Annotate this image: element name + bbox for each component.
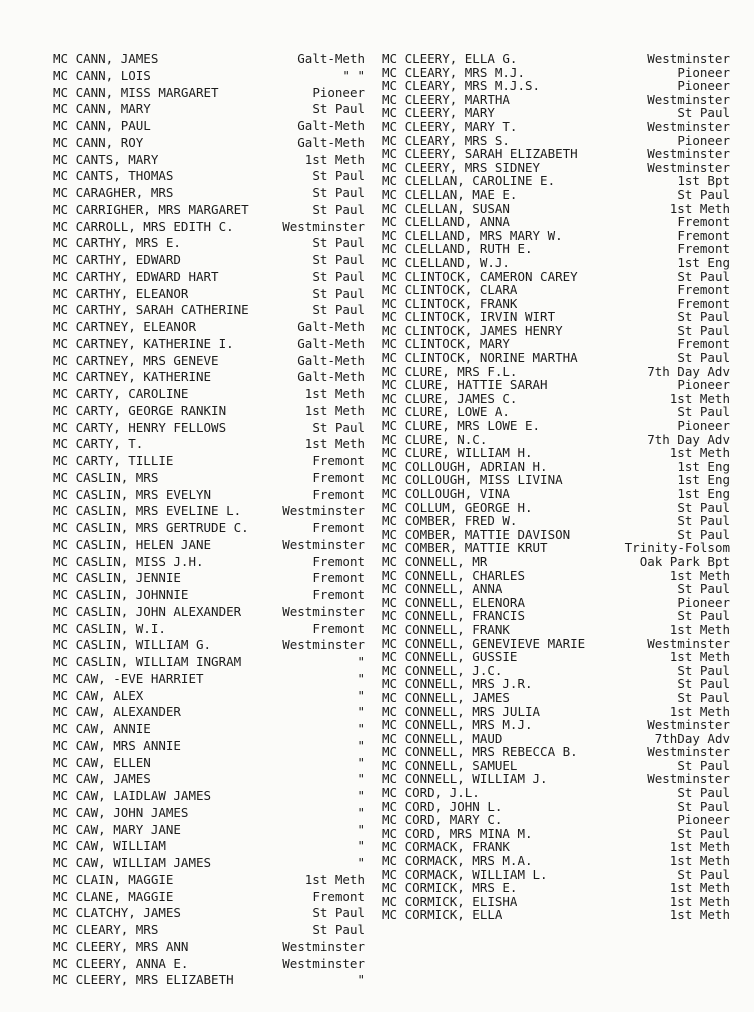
entry-name: MC CASLIN, MRS EVELYN [53,488,212,501]
entry-church: Fremont [312,553,365,569]
right-column [382,53,730,923]
entry-church: " [357,704,365,720]
entry-church: Pioneer [677,418,730,434]
entry-church: Westminster [647,717,730,733]
entry-church: St Paul [312,419,365,435]
entry-church: 1st Meth [304,402,365,418]
entry-church: 1st Meth [669,853,730,869]
entry-church: St Paul [677,513,730,529]
entry-church: Fremont [312,620,365,636]
entry-church: " [357,754,365,770]
entry-name: MC CLEARY, MRS [53,924,159,937]
entry-church: 7th Day Adv [647,363,730,379]
entry-name: MC CONNELL, ELENORA [382,596,525,610]
entry-church: St Paul [677,350,730,366]
entry-church: St Paul [677,785,730,801]
entry-name: MC CLEERY, ANNA E. [53,957,189,970]
entry-church: 1st Meth [304,871,365,887]
entry-church: Westminster [647,159,730,175]
entry-name: MC CLEARY, MRS M.J.S. [382,80,541,93]
entry-church: St Paul [312,185,365,200]
entry-church: St Paul [677,689,730,705]
entry-name: MC CLURE, MRS F.L. [382,365,518,379]
entry-church: St Paul [312,285,365,301]
entry-church: Westminster [282,603,365,619]
entry-church: Fremont [677,295,730,311]
entry-name: MC COLLUM, GEORGE H. [382,501,533,515]
entry-name: MC CAW, -EVE HARRIET [53,672,204,686]
entry-name: MC CLELLAND, ANNA [382,216,510,229]
entry-name: MC CARTNEY, KATHERINE [53,371,212,384]
entry-church: Fremont [312,453,365,468]
entry-church: 1st Meth [304,386,365,401]
entry-church: Westminster [282,637,365,653]
entry-name: MC CLINTOCK, NORINE MARTHA [382,352,578,365]
entry-church: Galt-Meth [297,335,365,351]
entry-name: MC CLELLAN, CAROLINE E. [382,175,556,188]
entry-church: Westminster [647,91,730,107]
entry-name: MC CLURE, LOWE A. [382,406,510,419]
entry-church: " [357,821,365,837]
list-item [53,754,365,774]
entry-church: 1st Meth [669,703,730,719]
list-item [53,840,365,857]
entry-name: MC CARTNEY, MRS GENEVE [53,354,219,367]
entry-church: Westminster [647,771,730,787]
entry-church: " " [342,67,365,83]
entry-church: St Paul [677,309,730,325]
entry-church: St Paul [677,798,730,814]
list-item [53,804,365,824]
entry-church: St Paul [677,526,730,542]
entry-church: 1st Bpt [677,173,730,189]
entry-name: MC CANN, PAUL [53,120,151,133]
entry-church: Fremont [677,227,730,243]
entry-name: MC CANN, JAMES [53,53,159,66]
entry-church: St Paul [677,186,730,202]
list-item [53,656,365,673]
entry-name: MC CASLIN, MRS GERTRUDE C. [53,522,249,535]
entry-name: MC CANN, MISS MARGARET [53,86,219,99]
entry-name: MC CARRIGHER, MRS MARGARET [53,203,249,217]
entry-name: MC CLINTOCK, CLARA [382,284,518,297]
entry-church: Fremont [677,214,730,230]
entry-church: Westminster [282,955,365,971]
entry-name: MC CONNELL, FRANK [382,623,510,637]
entry-church: Westminster [282,218,365,234]
entry-church: Galt-Meth [297,51,365,66]
entry-name: MC CAW, ALEX [53,689,144,702]
entry-name: MC CLINTOCK, MARY [382,338,510,351]
entry-name: MC CARTHY, EDWARD [53,254,181,267]
entry-name: MC CANTS, THOMAS [53,170,174,183]
list-item [53,955,365,975]
entry-church: 1st Meth [669,390,730,406]
entry-church: 1st Meth [669,839,730,855]
entry-church: Pioneer [312,84,365,100]
entry-church: Pioneer [677,78,730,94]
entry-church: St Paul [677,322,730,338]
entry-church: 7thDay Adv [654,730,730,746]
list-item [53,268,365,288]
entry-church: St Paul [312,268,365,284]
entry-name: MC CORMICK, ELISHA [382,895,518,909]
entry-church: St Paul [677,676,730,692]
entry-church: Westminster [647,635,730,651]
entry-church: St Paul [677,825,730,841]
entry-name: MC CANN, ROY [53,136,144,150]
entry-church: Pioneer [677,132,730,148]
entry-name: MC CASLIN, JENNIE [53,572,181,585]
entry-name: MC COLLOUGH, VINA [382,488,510,501]
entry-church: St Paul [677,581,730,597]
entry-name: MC CASLIN, JOHNNIE [53,589,189,602]
entry-name: MC CARTHY, EDWARD HART [53,270,219,284]
entry-church: 1st Meth [669,649,730,665]
entry-church: " [357,855,365,870]
entry-church: St Paul [312,101,365,117]
entry-church: Fremont [677,241,730,257]
entry-name: MC CONNELL, GENEVIEVE MARIE [382,637,586,651]
entry-name: MC CLEERY, MARY [382,107,495,120]
entry-church: 1st Meth [669,893,730,909]
entry-church: 1st Meth [669,907,730,923]
entry-name: MC CONNELL, MRS M.J. [382,719,533,732]
entry-name: MC CORD, MRS MINA M. [382,827,533,841]
entry-name: MC CLINTOCK, IRVIN WIRT [382,311,556,324]
entry-church: 1st Eng [677,458,730,474]
entry-church: Westminster [282,503,365,519]
entry-church: 7th Day Adv [647,431,730,447]
entry-church: 1st Meth [669,445,730,461]
entry-church: " [357,788,365,803]
list-item [53,790,365,807]
entry-church: St Paul [312,252,365,267]
entry-name: MC CONNELL, MRS J.R. [382,678,533,691]
entry-name: MC CARTY, GEORGE RANKIN [53,404,227,418]
entry-church: " [357,721,365,736]
entry-name: MC CARTY, CAROLINE [53,388,189,401]
entry-church: St Paul [312,922,365,937]
entry-name: MC CAW, JOHN JAMES [53,806,189,820]
entry-name: MC COLLOUGH, MISS LIVINA [382,474,563,487]
list-item [53,536,365,556]
list-item [53,974,365,991]
entry-name: MC CLURE, MRS LOWE E. [382,420,541,433]
entry-name: MC CARTY, T. [53,438,144,451]
list-item [53,53,365,70]
entry-church: Fremont [312,570,365,586]
entry-church: " [357,654,365,669]
entry-name: MC CAW, WILLIAM [53,840,166,853]
entry-name: MC CARROLL, MRS EDITH C. [53,220,234,233]
entry-church: 1st Meth [669,567,730,583]
entry-church: Westminster [282,938,365,954]
entry-name: MC CLURE, N.C. [382,433,488,447]
entry-church: Fremont [312,469,365,485]
entry-name: MC COLLOUGH, ADRIAN H. [382,460,548,474]
entry-name: MC CLEERY, MARY T. [382,120,518,134]
list-item [53,821,365,841]
entry-name: MC CONNELL, CHARLES [382,569,525,583]
entry-name: MC CORMACK, MRS M.A. [382,855,533,868]
entry-church: " [357,804,365,820]
entry-name: MC CASLIN, JOHN ALEXANDER [53,605,242,619]
entry-name: MC CLEERY, ELLA G. [382,53,518,66]
entry-name: MC CONNELL, MR [382,555,488,569]
entry-church: St Paul [312,302,365,318]
entry-church: St Paul [312,201,365,217]
entry-church: Fremont [312,587,365,602]
entry-church: Galt-Meth [297,352,365,368]
entry-name: MC CAW, ANNIE [53,723,151,736]
entry-name: MC CASLIN, WILLIAM INGRAM [53,656,242,669]
entry-church: Westminster [647,744,730,760]
entry-name: MC CONNELL, WILLIAM J. [382,773,548,786]
entry-name: MC CARTHY, SARAH CATHERINE [53,304,249,317]
entry-church: Pioneer [677,594,730,610]
entry-name: MC CASLIN, HELEN JANE [53,538,212,552]
entry-name: MC CLAIN, MAGGIE [53,873,174,887]
entry-name: MC CARAGHER, MRS [53,187,174,200]
entry-church: Westminster [647,118,730,134]
entry-church: Fremont [677,336,730,352]
entry-name: MC CARTHY, MRS E. [53,237,181,250]
entry-name: MC CARTY, TILLIE [53,455,174,468]
entry-name: MC CASLIN, MRS [53,471,159,485]
entry-name: MC CORD, JOHN L. [382,800,503,814]
entry-church: 1st Meth [304,436,365,452]
entry-name: MC CARTNEY, ELEANOR [53,321,196,334]
list-item [53,469,365,489]
entry-church: Westminster [647,146,730,162]
entry-name: MC CORMACK, WILLIAM L. [382,868,548,882]
entry-church: St Paul [312,235,365,251]
entry-name: MC CARTHY, ELEANOR [53,287,189,300]
entry-church: " [357,670,365,686]
entry-church: Galt-Meth [297,319,365,334]
entry-name: MC CLELLAN, SUSAN [382,202,510,216]
entry-church: Fremont [312,486,365,502]
entry-name: MC CONNELL, ANNA [382,583,503,596]
entry-name: MC CORD, J.L. [382,787,480,800]
entry-church: St Paul [677,662,730,678]
entry-name: MC CLEERY, MRS ELIZABETH [53,974,234,987]
entry-name: MC CONNELL, JAMES [382,691,510,705]
entry-name: MC CLEARY, MRS S. [382,134,510,148]
entry-church: St Paul [677,608,730,624]
entry-church: St Paul [312,168,365,184]
entry-church: St Paul [677,866,730,882]
entry-church: Oak Park Bpt [639,553,730,569]
entry-church: 1st Meth [304,151,365,167]
list-item [53,639,365,656]
entry-church: St Paul [312,905,365,921]
entry-church: Westminster [647,51,730,66]
entry-name: MC CLINTOCK, JAMES HENRY [382,324,563,338]
entry-name: MC CAW, WILLIAM JAMES [53,857,212,870]
list-item [53,687,365,707]
entry-name: MC CLEERY, MRS SIDNEY [382,161,541,175]
entry-church: Pioneer [677,812,730,828]
entry-name: MC CONNELL, MAUD [382,732,503,746]
entry-name: MC CONNELL, MRS JULIA [382,705,541,718]
entry-name: MC CAW, MRS ANNIE [53,739,181,753]
entry-name: MC CLINTOCK, FRANK [382,297,518,311]
entry-name: MC CORMICK, ELLA [382,909,503,922]
entry-name: MC CLEERY, MRS ANN [53,940,189,954]
list-item [53,134,365,154]
entry-name: MC CONNELL, SAMUEL [382,759,518,773]
list-item [53,706,365,723]
entry-name: MC CLEARY, MRS M.J. [382,66,525,80]
entry-church: Pioneer [677,377,730,393]
entry-church: Fremont [677,282,730,298]
entry-name: MC COMBER, MATTIE KRUT [382,542,548,555]
entry-name: MC CANN, MARY [53,103,151,116]
entry-name: MC CARTNEY, KATHERINE I. [53,337,234,351]
entry-church: Westminster [282,536,365,552]
list-item [53,201,365,221]
entry-church: Galt-Meth [297,118,365,133]
entry-name: MC COMBER, FRED W. [382,515,518,528]
entry-name: MC CORMICK, MRS E. [382,882,518,895]
entry-name: MC CANN, LOIS [53,69,151,83]
entry-name: MC CONNELL, MRS REBECCA B. [382,746,578,759]
entry-name: MC CLELLAND, W.J. [382,256,510,270]
entry-name: MC CASLIN, MISS J.H. [53,555,204,568]
entry-name: MC CAW, MARY JANE [53,823,181,836]
entry-church: St Paul [677,404,730,420]
entry-name: MC CORMACK, FRANK [382,841,510,854]
entry-church: Trinity-Folsom [624,540,730,556]
entry-name: MC CONNELL, GUSSIE [382,651,518,664]
list-item [53,670,365,690]
entry-name: MC CASLIN, MRS EVELINE L. [53,505,242,518]
entry-church: 1st Meth [669,621,730,637]
list-item [53,871,365,891]
entry-name: MC CLURE, HATTIE SARAH [382,379,548,392]
list-item [53,603,365,623]
entry-name: MC CLELLAND, MRS MARY W. [382,229,563,243]
entry-name: MC CLANE, MAGGIE [53,890,174,903]
entry-church: 1st Meth [669,200,730,216]
list-item [53,938,365,958]
entry-church: St Paul [677,268,730,284]
entry-name: MC CARTY, HENRY FELLOWS [53,421,227,434]
entry-church: Galt-Meth [297,369,365,385]
entry-name: MC CLELLAN, MAE E. [382,188,518,202]
entry-name: MC CANTS, MARY [53,153,159,166]
entry-church: Fremont [312,520,365,535]
entry-name: MC CLELLAND, RUTH E. [382,243,533,256]
entry-church: 1st Eng [677,472,730,488]
entry-name: MC CAW, ELLEN [53,756,151,769]
entry-church: Fremont [312,888,365,904]
entry-church: St Paul [677,499,730,515]
entry-church: 1st Eng [677,486,730,501]
entry-name: MC CASLIN, WILLIAM G. [53,639,212,652]
entry-church: Galt-Meth [297,134,365,150]
list-item [53,402,365,422]
entry-church: 1st Meth [669,880,730,896]
list-item [53,773,365,790]
entry-name: MC CAW, ALEXANDER [53,706,181,719]
entry-name: MC CLEERY, SARAH ELIZABETH [382,148,578,161]
entry-name: MC CASLIN, W.I. [53,622,166,635]
entry-name: MC CORD, MARY C. [382,814,503,827]
list-item [382,909,730,923]
left-column [53,53,365,991]
entry-church: " [357,737,365,753]
entry-name: MC CLEERY, MARTHA [382,93,510,107]
entry-church: Pioneer [677,64,730,80]
entry-name: MC CLINTOCK, CAMERON CAREY [382,270,578,283]
entry-church: 1st Eng [677,254,730,270]
entry-church: St Paul [677,757,730,773]
entry-name: MC CLURE, WILLIAM H. [382,447,533,460]
entry-name: MC CAW, LAIDLAW JAMES [53,790,212,803]
entry-church: " [357,972,365,988]
entry-name: MC CLATCHY, JAMES [53,907,181,920]
entry-church: " [357,838,365,854]
list-item [53,737,365,757]
entry-church: " [357,687,365,703]
entry-name: MC CAW, JAMES [53,773,151,786]
entry-name: MC CLURE, JAMES C. [382,392,518,406]
list-item [53,67,365,87]
list-item [53,335,365,355]
entry-name: MC CONNELL, FRANCIS [382,610,525,623]
entry-church: " [357,771,365,787]
entry-name: MC COMBER, MATTIE DAVISON [382,528,571,542]
entry-church: St Paul [677,105,730,121]
list-item [53,723,365,740]
entry-name: MC CONNELL, J.C. [382,664,503,678]
